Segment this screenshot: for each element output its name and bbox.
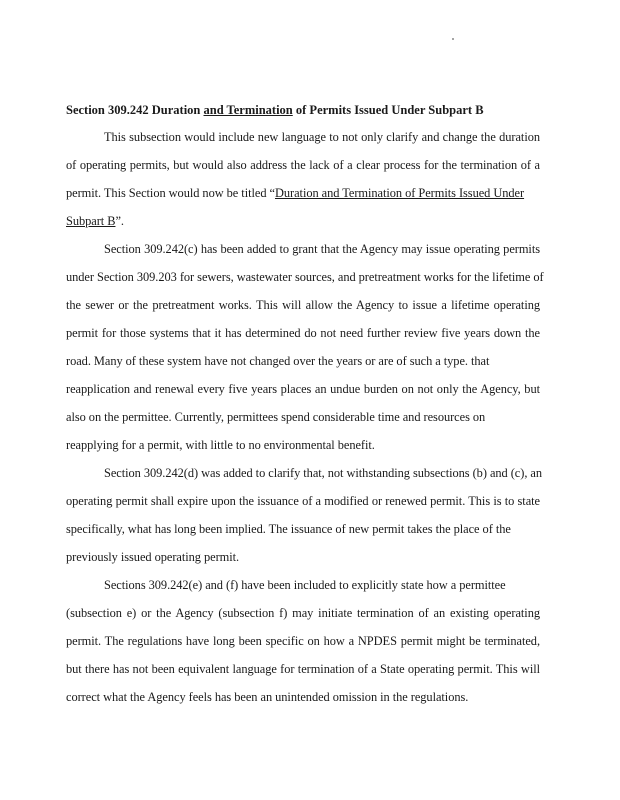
paragraph-3-line-3: specifically, what has long been implied. The issuance of new permit takes the place of the [66, 522, 511, 536]
paragraph-2-line-3: the sewer or the pretreatment works. This will allow the Agency to issue a lifetime operating [66, 298, 540, 312]
paragraph-1-text: permit. This Section would now be titled “ [66, 186, 275, 200]
section-heading [66, 103, 484, 118]
paragraph-2-line-7: also on the permittee. Currently, permittees spend considerable time and resources on [66, 410, 486, 424]
paragraph-1-line-4 [66, 214, 546, 229]
paragraph-1-line-1: This subsection would include new language to not only clarify and change the duration [104, 130, 540, 144]
paragraph-4-line-3: permit. The regulations have long been specific on how a NPDES permit might be terminated, [66, 634, 540, 648]
heading-underlined: and Termination [203, 103, 293, 117]
paragraph-2-line-6: reapplication and renewal every five years places an undue burden on not only the Agency, but [66, 382, 540, 396]
paragraph-3-line-4: previously issued operating permit. [66, 550, 240, 564]
new-title-part-1: Duration and Termination of Permits Issued Under [274, 186, 525, 200]
paragraph-4-line-2: (subsection e) or the Agency (subsection f) may initiate termination of an existing operating [66, 606, 540, 620]
paragraph-1-line-2: of operating permits, but would also address the lack of a clear process for the termination of a [66, 158, 540, 172]
heading-suffix: of Permits Issued Under Subpart B [292, 103, 484, 117]
paragraph-2-line-4: permit for those systems that it has determined do not need further review five years down the [66, 326, 540, 340]
paragraph-1-line-3 [66, 186, 546, 201]
closing-quote: ”. [115, 214, 124, 228]
paragraph-3-line-1: Section 309.242(d) was added to clarify that, not withstanding subsections (b) and (c), an [104, 466, 543, 480]
paragraph-3-line-2: operating permit shall expire upon the issuance of a modified or renewed permit. This is to state [66, 494, 540, 508]
new-title-part-2: Subpart B [66, 214, 116, 228]
scan-speck [452, 38, 454, 40]
paragraph-4-line-4: but there has not been equivalent language for termination of a State operating permit. This will [66, 662, 540, 676]
paragraph-2-line-8: reapplying for a permit, with little to no environmental benefit. [66, 438, 375, 452]
paragraph-2-line-1: Section 309.242(c) has been added to grant that the Agency may issue operating permits [104, 242, 540, 256]
paragraph-2-line-5: road. Many of these system have not changed over the years or are of such a type. that [66, 354, 490, 368]
paragraph-4-line-1: Sections 309.242(e) and (f) have been included to explicitly state how a permittee [104, 578, 506, 592]
paragraph-2-line-2: under Section 309.203 for sewers, wastewater sources, and pretreatment works for the lifetime of [66, 270, 544, 284]
paragraph-4-line-5: correct what the Agency feels has been an unintended omission in the regulations. [66, 690, 469, 704]
heading-prefix: Section 309.242 Duration [66, 103, 204, 117]
